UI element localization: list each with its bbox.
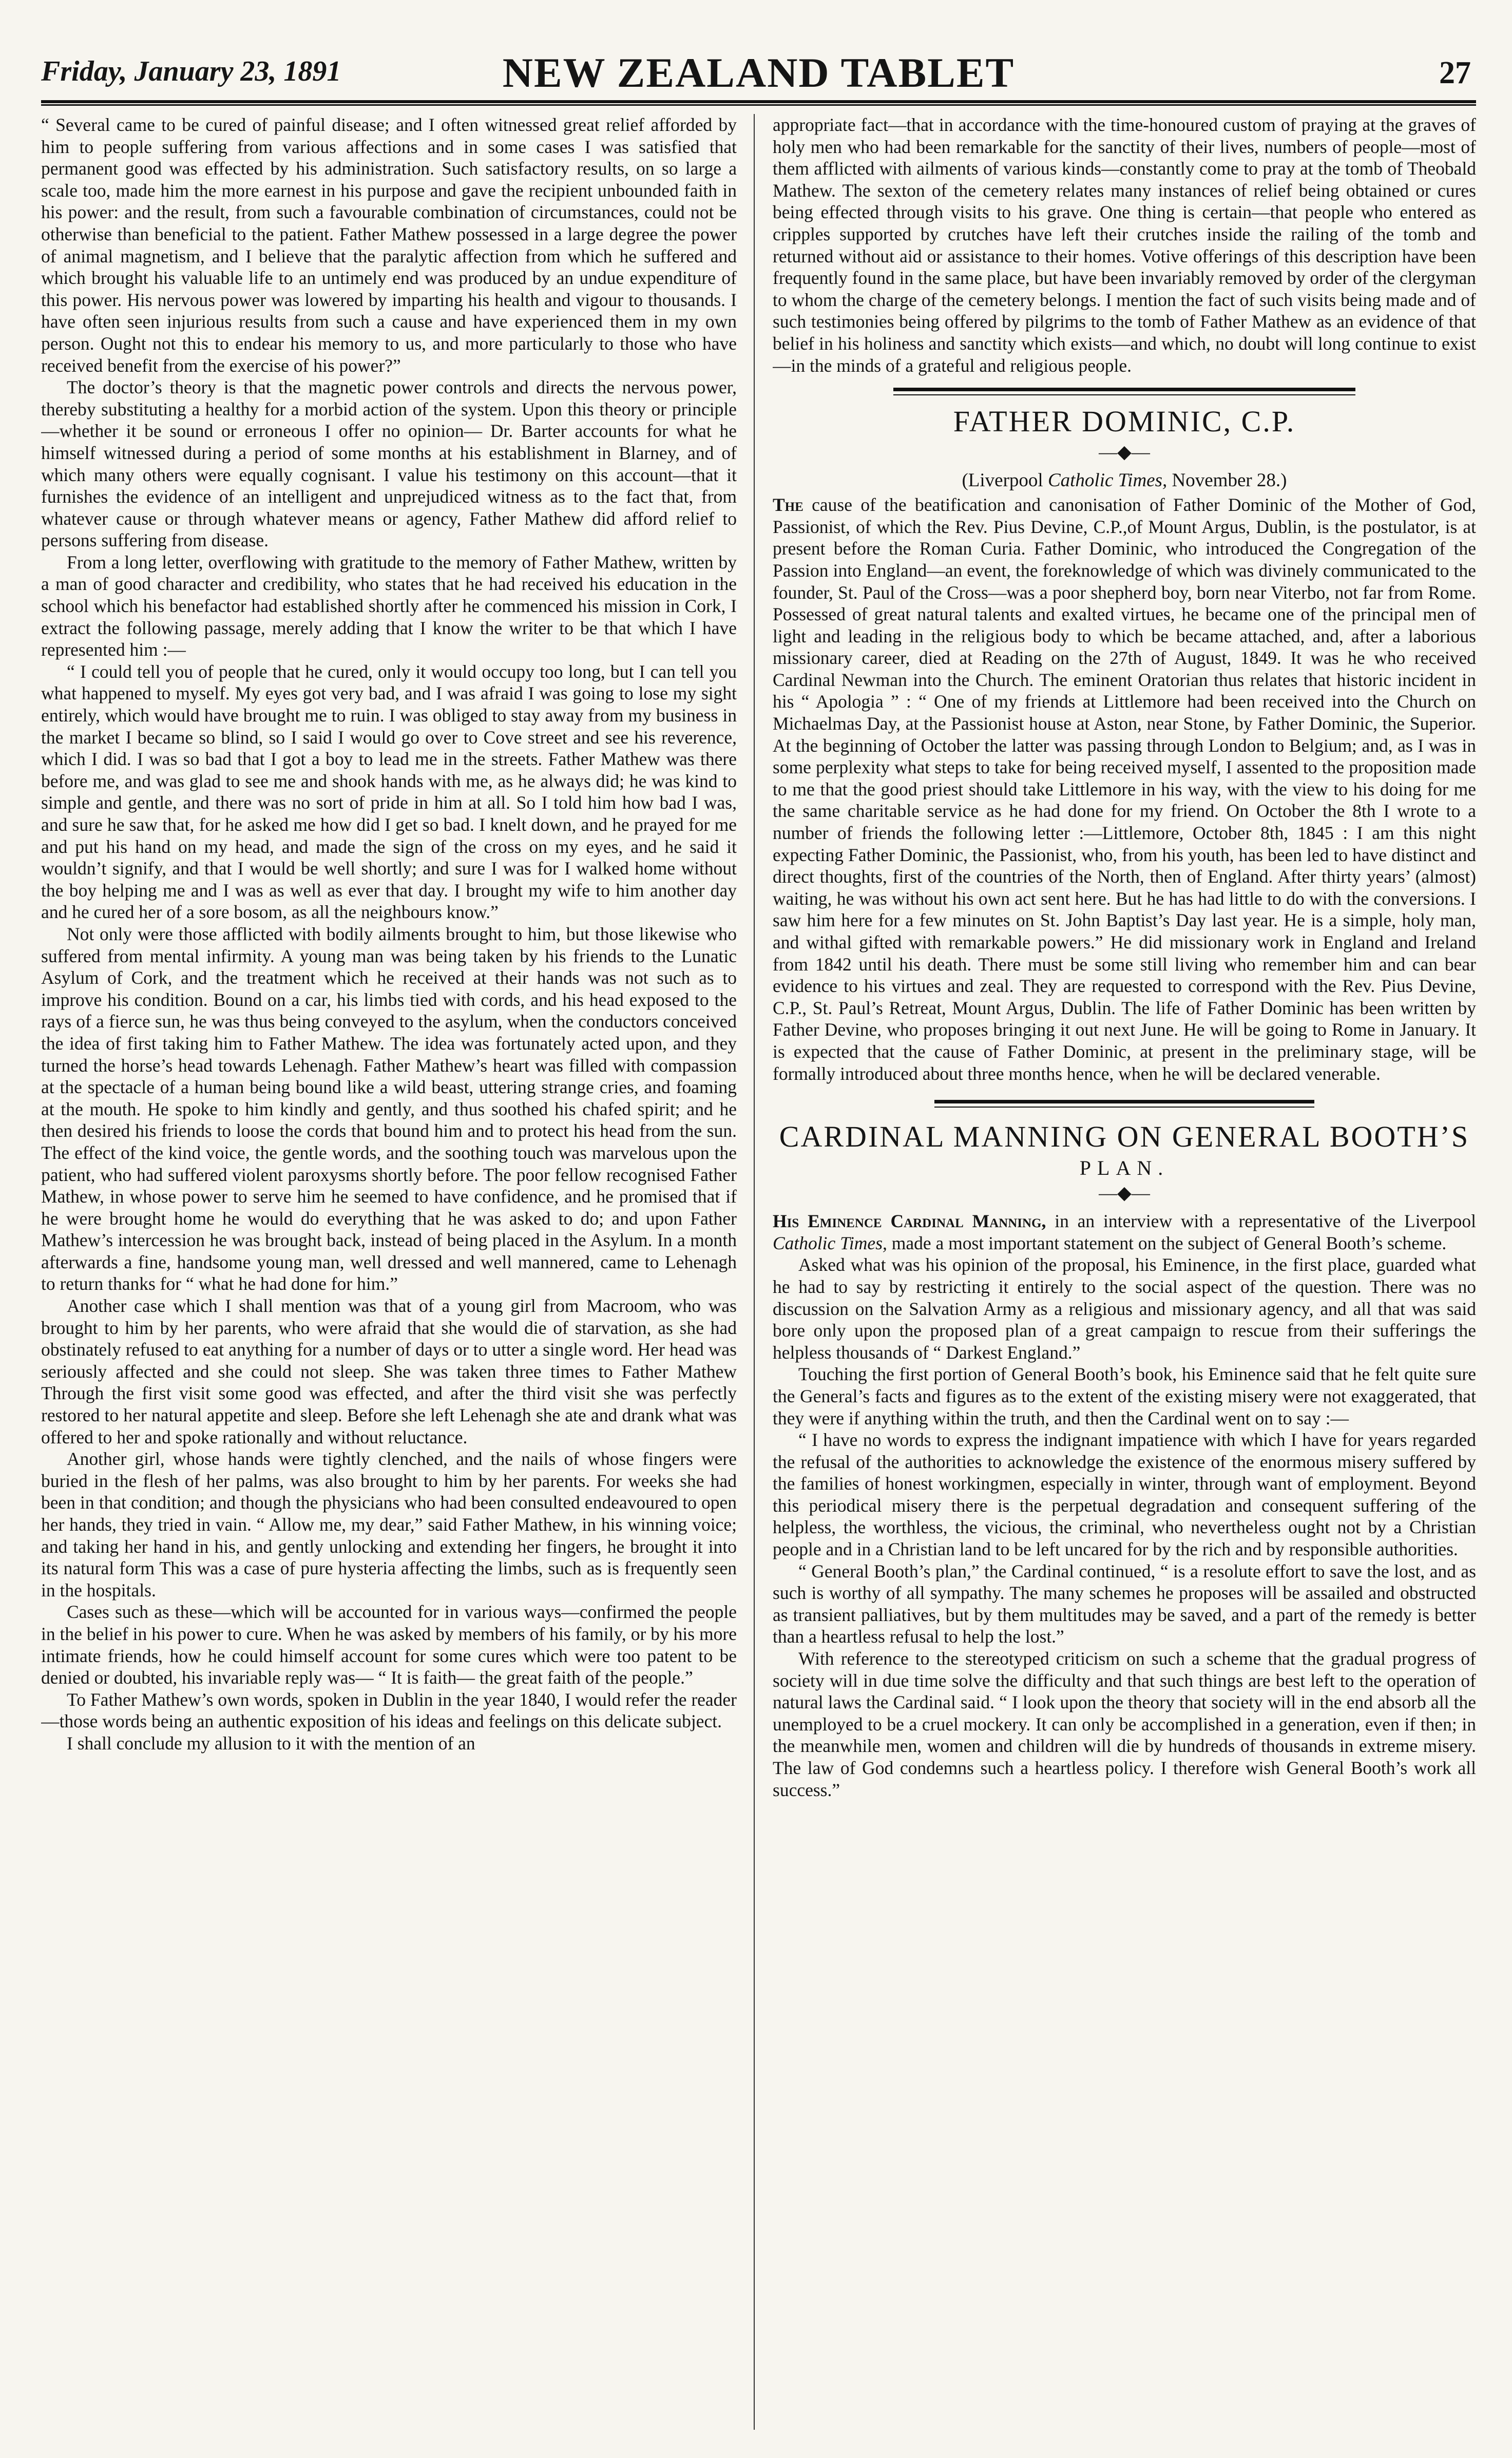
lead-word: The <box>773 494 803 516</box>
article-paragraph: Another case which I shall mention was that of a young girl from Macroom, who was brought to him by her parents, who were afraid that she would die of starvation, as she had obstinately refused to eat anything for a number of days or to utter a single word. Her head was seriously affected and she could not sleep. She was taken three times to Father Mathew Through the first visit some good was effected, and after the third visit she was perfectly restored to her natural appetite and sleep. Before she left Lehenagh she ate and drank what was offered to her and spoke rationally and without reluctance. <box>41 1295 737 1447</box>
left-column <box>41 114 737 2430</box>
article-paragraph: Not only were those afflicted with bodily ailments brought to him, but those likewise who suffered from mental infirmity. A young man was being taken by his friends to the Lunatic Asylum of Cork, and the treatment which he received at their hands was not such as to improve his condition. Bound on a car, his limbs tied with cords, and his head exposed to the rays of a fierce sun, he was thus being conveyed to the asylum, when the conductors conceived the idea of first taking him to Father Mathew. The idea was fortunately acted upon, and they turned the horse’s head towards Lehenagh. Father Mathew’s heart was filled with compassion at the spectacle of a human being bound like a wild beast, uttering strange cries, and foaming at the mouth. He spoke to him kindly and gently, and thus soothed his chafed spirit; and he then desired his friends to loose the cords that bound him and to protect his head from the sun. The effect of the kind voice, the gentle words, and the soothing touch was marvelous upon the patient, who had suffered violent paroxysms shortly before. The poor fellow recognised Father Mathew, in whose power to serve him he seemed to have confidence, and he promised that if he were brought home he would do everything that he was asked to do; and upon Father Mathew’s intercession he was brought back, instead of being placed in the Asylum. In a month afterwards a fine, handsome young man, well dressed and well mannered, came to Lehenagh to return thanks for “ what he had done for him.” <box>41 923 737 1294</box>
masthead <box>41 49 1476 103</box>
article-paragraph: Another girl, whose hands were tightly clenched, and the nails of whose fingers were buried in the flesh of her palms, was also brought to him by her parents. For weeks she had been in that condition; and though the physicians who had been consulted endeavoured to open her hands, they tried in vain. “ Allow me, my dear,” said Father Mathew, in his winning voice; and taking her hand in his, and gently unlocking and extending her fingers, he brought it into its natural form This was a case of pure hysteria affecting the limbs, such as is frequently seen in the hospitals. <box>41 1449 737 1600</box>
article-paragraph: “ General Booth’s plan,” the Cardinal continued, “ is a resolute effort to save the lost, and as such is worthy of all sympathy. The many schemes he proposes will be assailed and obstructed as transient palliatives, but by them multitudes may be saved, and a part of the remedy is better than a heartless refusal to help the lost.” <box>773 1560 1476 1647</box>
article-paragraph: The cause of the beatification and canonisation of Father Dominic of the Mother of God, Passionist, of which the Rev. Pius Devine, C.P.,of Mount Argus, Dublin, is the postulator, is at present before the Roman Curia. Father Dominic, who introduced the Congregation of the Passion into England—an event, the foreknowledge of which was divinely communicated to the founder, St. Paul of the Cross—was a poor shepherd boy, born near Viterbo, not far from Rome. Possessed of great natural talents and exalted virtues, he became one of the principal men of light and leading in the religious body to which be became attached, and, after a laborious missionary career, died at Reading on the 27th of August, 1849. It was he who received Cardinal Newman into the Church. The eminent Oratorian thus relates that historic incident in his “ Apologia ” : “ One of my friends at Littlemore had been received into the Church on Michaelmas Day, at the Passionist house at Aston, near Stone, by Father Dominic, the Superior. At the beginning of October the latter was passing through London to Belgium; and, as I was in some perplexity what steps to take for being received myself, I assented to the proposition made to me that the good priest should take Littlemore in his way, with the view to his doing for me the same charitable service as he had done for my friend. On October the 8th I wrote to a number of friends the following letter :—Littlemore, October 8th, 1845 : I am this night expecting Father Dominic, the Passionist, who, from his youth, has been led to have distinct and direct thoughts, first of the countries of the North, then of England. After thirty years’ (almost) waiting, he was without his own act sent here. But he has had little to do with the conversions. I saw him here for a few minutes on St. John Baptist’s Day last year. He is a simple, holy man, and withal gifted with remarkable powers.” He did missionary work in England and Ireland from 1842 until his death. There must be some still living who remember him and can bear evidence to his virtues and zeal. They are requested to correspond with the Rev. Pius Devine, C.P., St. Paul’s Retreat, Mount Argus, Dublin. The life of Father Dominic has been written by Father Devine, who proposes bringing it out next June. He will be going to Rome in January. It is expected that the cause of Father Dominic, at present in the preliminary stage, will be formally introduced about three months hence, when he will be declared venerable. <box>773 494 1476 1084</box>
headline-father-dominic: FATHER DOMINIC, C.P. <box>953 405 1296 439</box>
ornament-divider: —◆— <box>1099 1183 1150 1204</box>
section-rule <box>893 394 1355 395</box>
section-rule <box>934 1107 1314 1108</box>
article-paragraph: Asked what was his opinion of the proposal, his Eminence, in the first place, guarded what he had to say by restricting it entirely to the social aspect of the question. There was no discussion on the Salvation Army as a religious and missionary agency, and all that was said bore only upon the proposed plan of a great campaign to rescue from their sufferings the helpless thousands of “ Darkest England.” <box>773 1254 1476 1363</box>
section-rule <box>934 1100 1314 1103</box>
article-paragraph: I shall conclude my allusion to it with the mention of an <box>67 1732 475 1754</box>
article-paragraph: Touching the first portion of General Booth’s book, his Eminence said that he felt quite sure the General’s facts and figures as to the extent of the existing misery were not exaggerated, that they were if anything within the truth, and then the Cardinal went on to say :— <box>773 1364 1476 1428</box>
article-paragraph: To Father Mathew’s own words, spoken in Dublin in the year 1840, I would refer the reader—those words being an authentic exposition of his ideas and feelings on this delicate subject. <box>41 1689 737 1732</box>
article-paragraph: With reference to the stereotyped criticism on such a scheme that the gradual progress of society will in due time solve the difficulty and that such things are best left to the operation of natural laws the Cardinal said. “ I look upon the theory that society will in the end absorb all the unemployed to be a cruel mockery. It can only be accomplished in a generation, even if then; in the meanwhile men, women and children will die by hundreds of thousands in extreme misery. The law of God condemns such a heartless policy. I therefore wish General Booth’s work all success.” <box>773 1648 1476 1800</box>
section-rule <box>893 388 1355 391</box>
article-paragraph: “ I could tell you of people that he cured, only it would occupy too long, but I can tell you what happened to myself. My eyes got very bad, and I was afraid I was going to lose my sight entirely, which would have brought me to ruin. I was obliged to stay away from my business in the market I became so blind, so I said I would go over to Cove street and see his reverence, which I did. I was so bad that I got a boy to lead me in the streets. Father Mathew was there before me, and was glad to see me and shook hands with me, as he always did; he was kind to simple and gentle, and there was no sort of pride in him at all. So I told him how bad I was, and sure he saw that, for he asked me how did I get so bad. I knelt down, and he prayed for me and put his hand on my head, and made the sign of the cross on my eyes, and he said it wouldn’t signify, and that I would be well shortly; and sure I was for I walked home without the boy helping me and I was as well as ever that day. I brought my wife to him another day and he cured her of a sore bosom, as all the neighbours know.” <box>41 661 737 923</box>
article-paragraph: Cases such as these—which will be accounted for in various ways—confirmed the people in the belief in his power to cure. When he was asked by members of his family, or by his more intimate friends, how he could himself account for some cures which were too patent to be denied or doubted, his invariable reply was— “ It is faith— the great faith of the people.” <box>41 1602 737 1688</box>
ornament-divider: —◆— <box>1099 442 1150 463</box>
right-column <box>773 114 1476 2430</box>
headline-cardinal-manning: CARDINAL MANNING ON GENERAL BOOTH’S <box>779 1120 1470 1154</box>
headline-cardinal-manning-line2: PLAN. <box>1079 1156 1170 1180</box>
issue-date: Friday, January 23, 1891 <box>41 55 341 87</box>
article-paragraph: The doctor’s theory is that the magnetic power controls and directs the nervous power, thereby substituting a healthy for a morbid action of the system. Upon this theory or principle —whether it be sound or erroneous I offer no opinion— Dr. Barter accounts for what he himself witnessed during a period of some months at his establishment in Blarney, and of which many others were equally cognisant. I value his testimony on this account—that it furnishes the evidence of an intelligent and unprejudiced witness as to the fact that, from whatever cause or through whatever means or agency, Father Mathew did afford relief to persons suffering from disease. <box>41 377 737 551</box>
article-paragraph: appropriate fact—that in accordance with the time-honoured custom of praying at the graves of holy men who had been remarkable for the sanctity of their lives, numbers of people—most of them afflicted with ailments of various kinds—constantly come to pray at the tomb of Theobald Mathew. The sexton of the cemetery relates many instances of relief being obtained or cures being effected through visits to his grave. One thing is certain—that people who entered as cripples supported by crutches have left their crutches inside the railing of the tomb and returned without aid or assistance to their homes. Votive offerings of this description have been frequently found in the same place, but have been invariably removed by order of the clergyman to whom the charge of the cemetery belongs. I mention the fact of such visits being made and of such testimonies being offered by pilgrims to the tomb of Father Mathew as an evidence of that belief in his holiness and sanctity which exists—and which, no doubt will long continue to exist—in the minds of a grateful and religious people. <box>773 115 1476 376</box>
article-paragraph: His Eminence Cardinal Manning, in an interview with a representative of the Liverpool Catholic Times, made a most important statement on the subject of General Booth’s scheme. <box>773 1211 1476 1253</box>
lead-caps: His Eminence Cardinal Manning, <box>773 1211 1046 1232</box>
article-paragraph: “ Several came to be cured of painful disease; and I often witnessed great relief afforded by him to people suffering from various affections and in some cases I was satisfied that permanent good was effected by his administration. Such satisfactory results, on so large a scale too, made him the more earnest in his purpose and gave the recipient unbounded faith in his power: and the result, from such a favourable combination of circumstances, could not be otherwise than beneficial to the patient. Father Mathew possessed in a large degree the power of animal magnetism, and I believe that the paralytic affection from which he suffered and which brought his valuable life to an untimely end was produced by an undue expenditure of this power. His nervous power was lowered by imparting his health and vigour to thousands. I have often seen injurious results from such a cause and have experienced them in my own person. Ought not this to endear his memory to us, and more particularly to those who have received benefit from the exercise of his power?” <box>41 115 737 376</box>
article-paragraph: “ I have no words to express the indignant impatience with which I have for years regarded the refusal of the authorities to acknowledge the existence of the enormous misery suffered by the families of honest workingmen, especially in winter, through want of employment. Beyond this periodical misery there is the perpetual degradation and consequent suffering of the helpless, the worthless, the vicious, the criminal, who nevertheless ought not by a Christian people and in a Christian land to be left uncared for by the rich and by responsible authorities. <box>773 1430 1476 1560</box>
page-number: 27 <box>1439 55 1471 90</box>
article-source: (Liverpool Catholic Times, November 28.) <box>962 470 1287 491</box>
publication-title: NEW ZEALAND TABLET <box>502 49 1015 96</box>
article-paragraph: From a long letter, overflowing with gratitude to the memory of Father Mathew, written by a man of good character and credibility, who states that he had received his education in the school which his benefactor had established shortly after he commenced his mission in Cork, I extract the following passage, merely adding that I know the writer to be that which I have represented him :— <box>41 551 737 660</box>
column-divider <box>754 114 755 2430</box>
masthead-rule <box>41 104 1476 106</box>
